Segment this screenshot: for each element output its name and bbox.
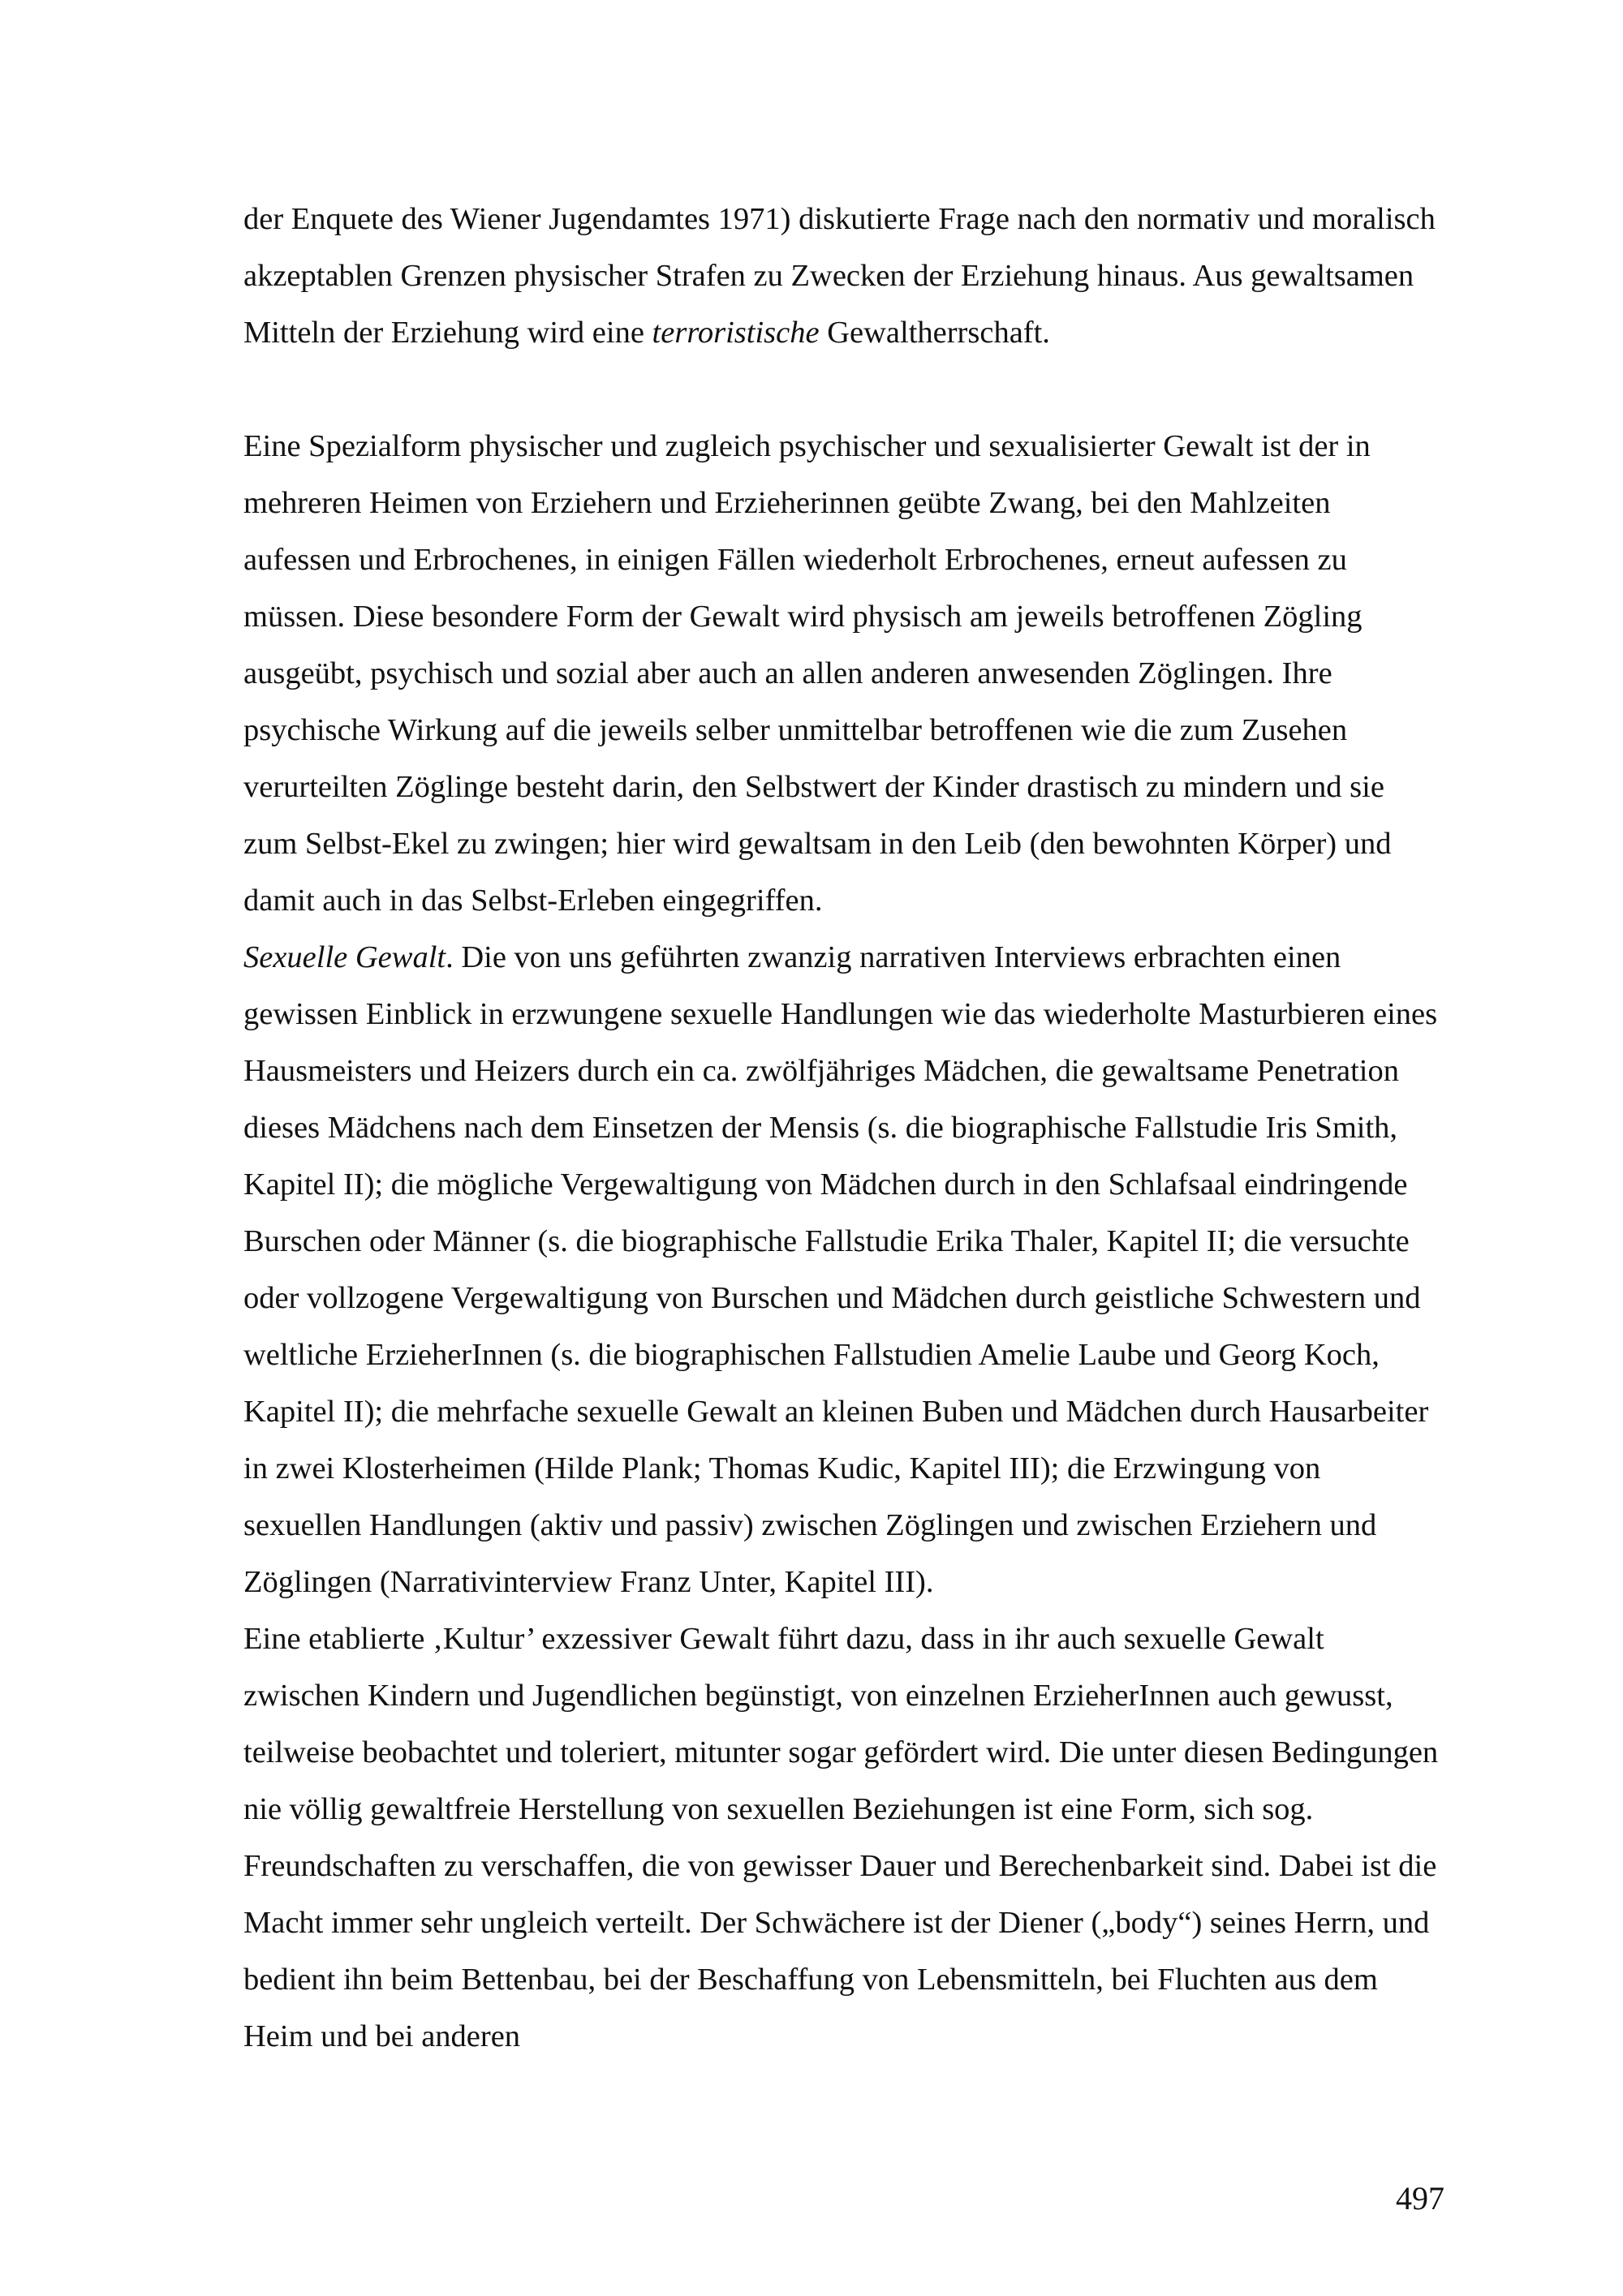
paragraph-3-italic-heading: Sexuelle Gewalt [243, 940, 446, 974]
paragraph-2 [243, 418, 1444, 929]
paragraph-1-italic-term: terroristische [652, 316, 820, 350]
paragraph-3 [243, 929, 1444, 1610]
paragraph-2-text: Eine Spezialform physischer und zugleich psychischer und sexualisierter Gewalt ist der in mehreren Heimen von Erziehern und Erzieherinnen geübte Zwang, bei den Mahlzeiten aufessen und Erbrochenes, in einigen Fällen wiederholt Erbrochenes, erneut aufessen zu müssen. Diese besondere Form der Gewalt wird physisch am jeweils betroffenen Zögling ausgeübt, psychisch und sozial aber auch an allen anderen anwesenden Zöglingen. Ihre psychische Wirkung auf die jeweils selber unmittelbar betroffenen wie die zum Zusehen verurteilten Zöglinge besteht darin, den Selbstwert der Kinder drastisch zu mindern und sie zum Selbst-Ekel zu zwingen; hier wird gewaltsam in den Leib (den bewohnten Körper) und damit auch in das Selbst-Erleben eingegriffen. [243, 429, 1392, 918]
page-number: 497 [1396, 2180, 1444, 2216]
paragraph-3-text: . Die von uns geführten zwanzig narrativen Interviews erbrachten einen gewissen Einblick in erzwungene sexuelle Handlungen wie das wiederholte Masturbieren eines Hausmeisters und Heizers durch ein ca. zwölfjähriges Mädchen, die gewaltsame Penetration dieses Mädchens nach dem Einsetzen der Mensis (s. die biographische Fallstudie Iris Smith, Kapitel II); die mögliche Vergewaltigung von Mädchen durch in den Schlafsaal eindringende Burschen oder Männer (s. die biographische Fallstudie Erika Thaler, Kapitel II; die versuchte oder vollzogene Vergewaltigung von Burschen und Mädchen durch geistliche Schwestern und weltliche ErzieherInnen (s. die biographischen Fallstudien Amelie Laube und Georg Koch, Kapitel II); die mehrfache sexuelle Gewalt an kleinen Buben und Mädchen durch Hausarbeiter in zwei Klosterheimen (Hilde Plank; Thomas Kudic, Kapitel III); die Erzwingung von sexuellen Handlungen (aktiv und passiv) zwischen Zöglingen und zwischen Erziehern und Zöglingen (Narrativinterview Franz Unter, Kapitel III). [243, 940, 1438, 1599]
paragraph-1 [243, 191, 1444, 361]
paragraph-4-text: Eine etablierte ‚Kultur’ exzessiver Gewalt führt dazu, dass in ihr auch sexuelle Gewalt zwischen Kindern und Jugendlichen begünstigt, von einzelnen ErzieherInnen auch gewusst, teilweise beobachtet und toleriert, mitunter sogar gefördert wird. Die unter diesen Bedingungen nie völlig gewaltfreie Herstellung von sexuellen Beziehungen ist eine Form, sich sog. Freundschaften zu verschaffen, die von gewisser Dauer und Berechenbarkeit sind. Dabei ist die Macht immer sehr ungleich verteilt. Der Schwächere ist der Diener („body“) seines Herrn, und bedient ihn beim Bettenbau, bei der Beschaffung von Lebensmitteln, bei Fluchten aus dem Heim und bei anderen [243, 1622, 1439, 2053]
page-body [243, 191, 1444, 2065]
paragraph-4 [243, 1610, 1444, 2065]
paragraph-spacer [243, 361, 1444, 418]
paragraph-1-text-b: Gewaltherrschaft. [819, 316, 1050, 350]
paragraph-1-text-a: der Enquete des Wiener Jugendamtes 1971) diskutierte Frage nach den normativ und moralisch akzeptablen Grenzen physischer Strafen zu Zwecken der Erziehung hinaus. Aus gewaltsamen Mitteln der Erziehung wird eine [243, 202, 1436, 350]
